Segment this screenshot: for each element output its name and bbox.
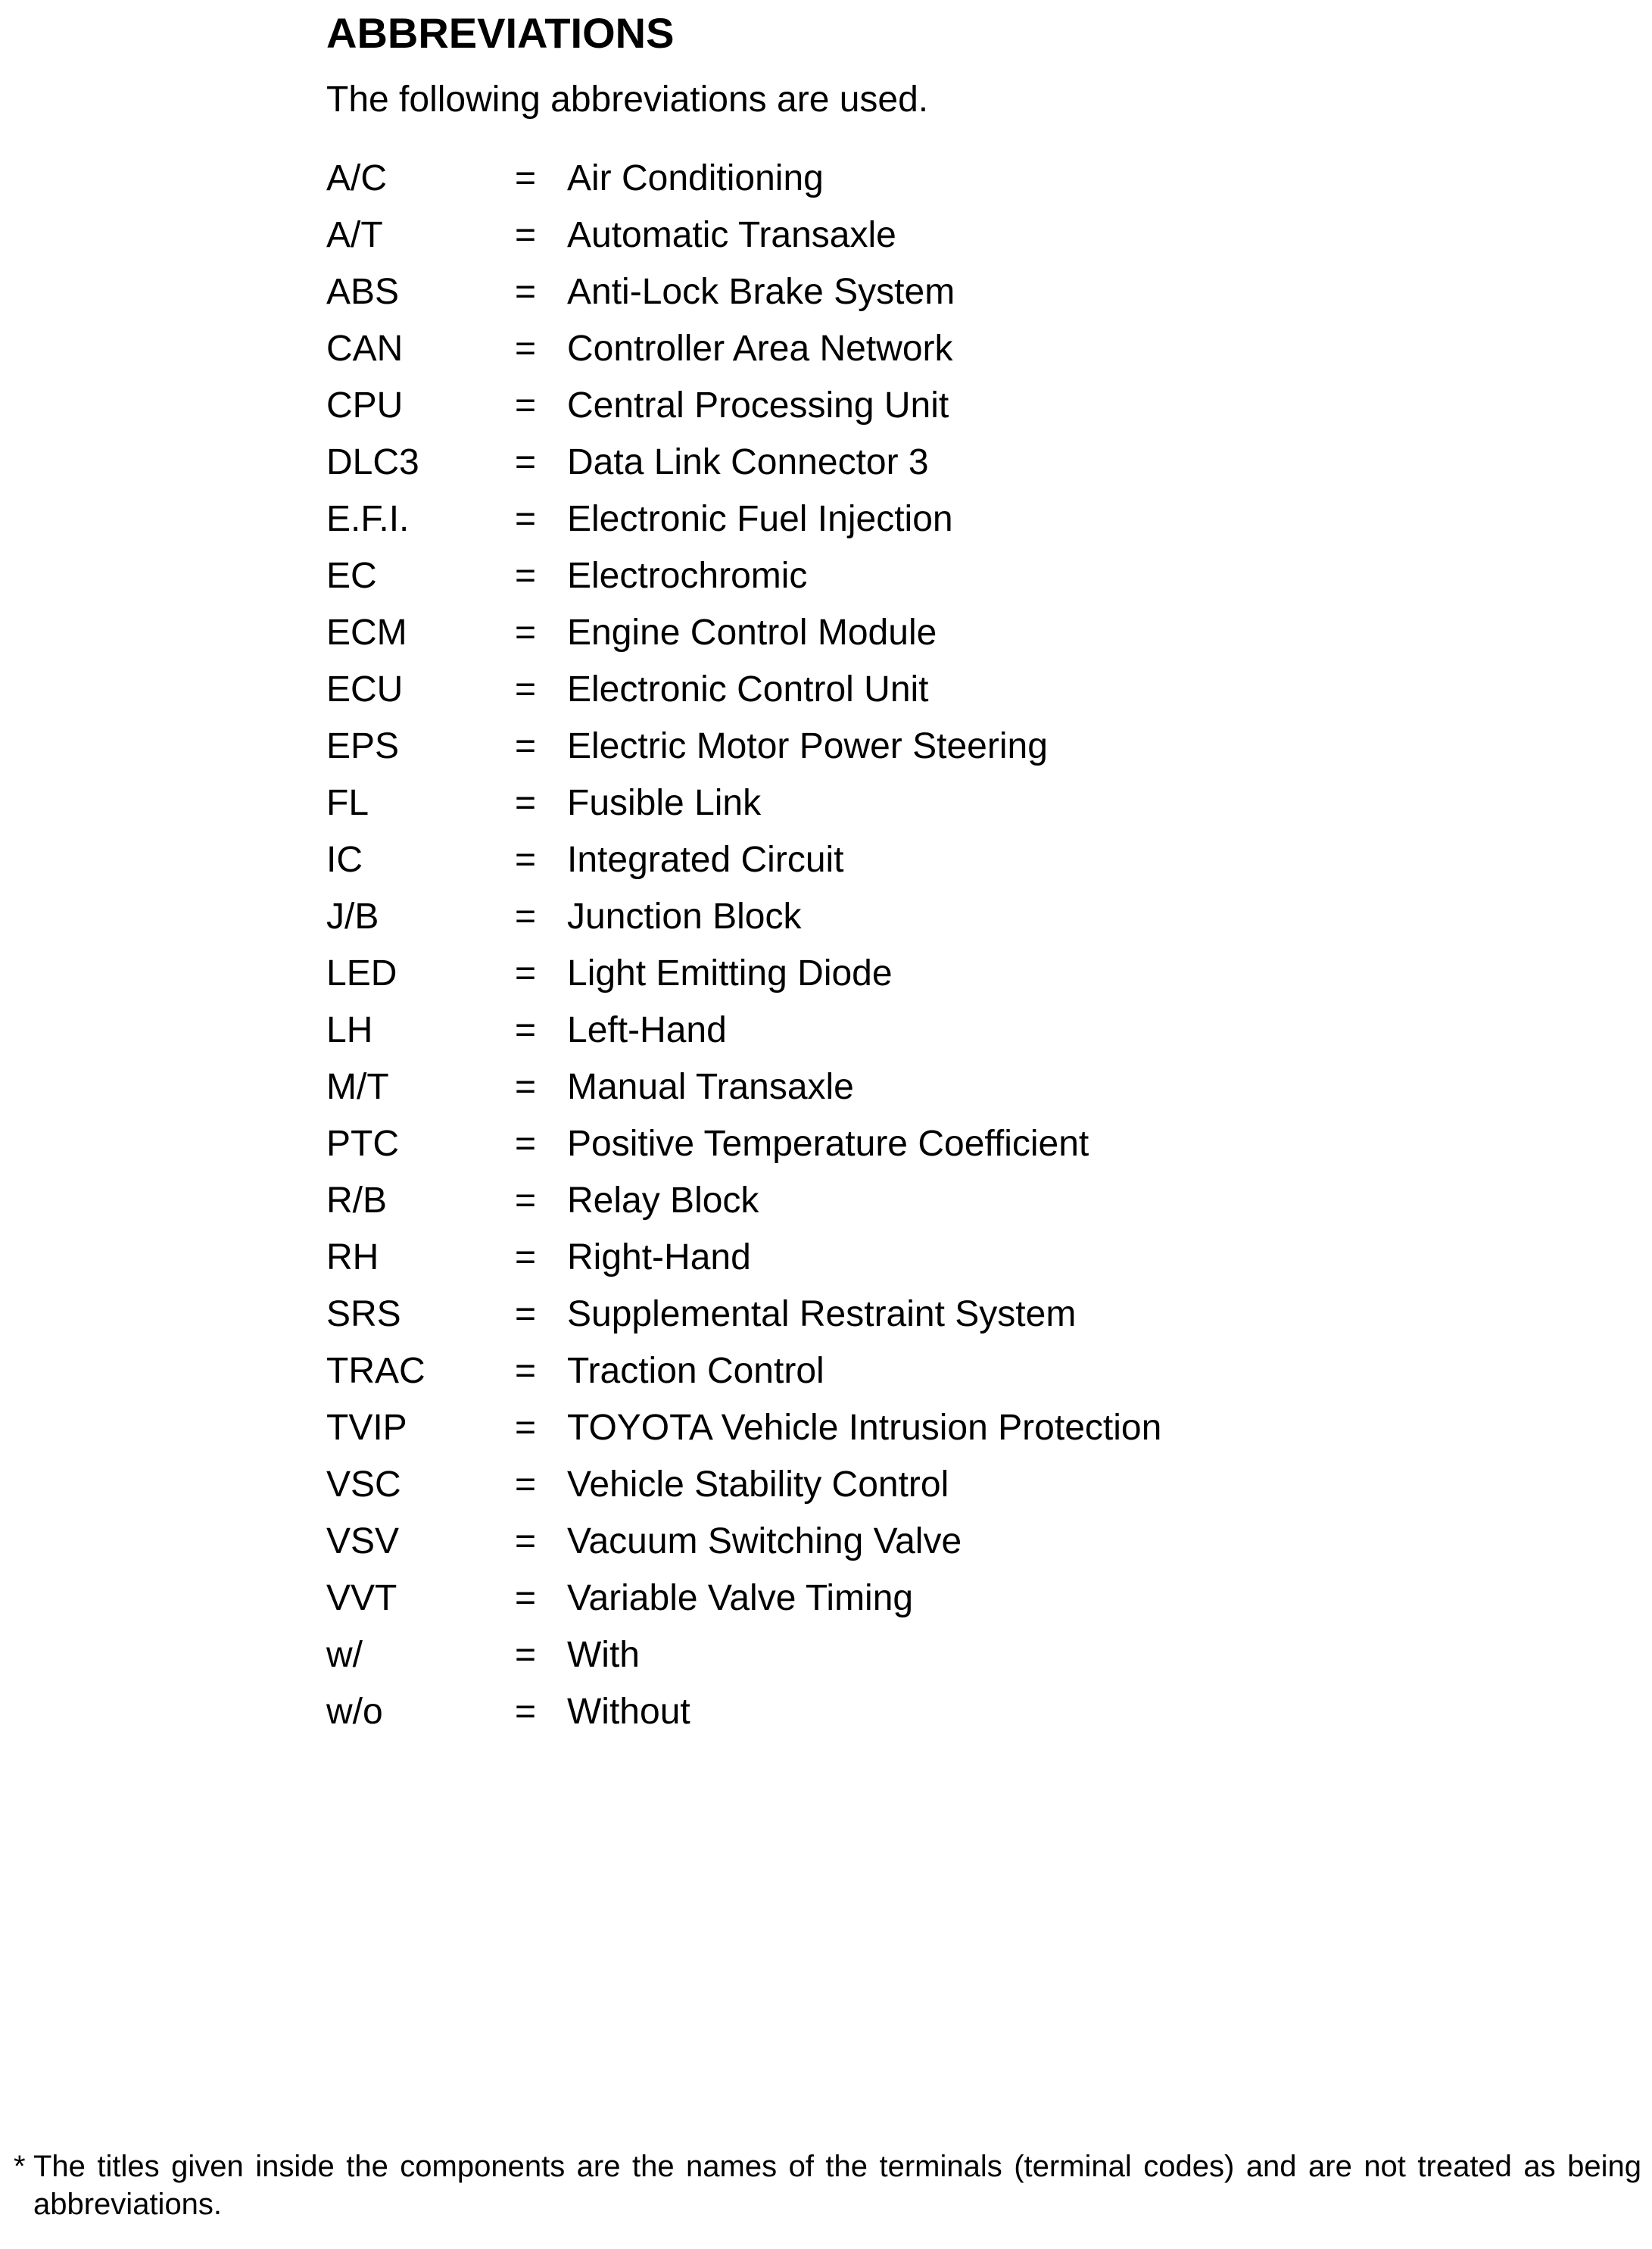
- abbreviation-row: [326, 604, 1613, 661]
- abbreviation-term: E.F.I.: [326, 499, 410, 539]
- abbreviation-row: [326, 945, 1613, 1002]
- abbreviation-row: [326, 434, 1613, 491]
- abbreviation-row: [326, 377, 1613, 434]
- abbreviation-term: LED: [326, 953, 397, 993]
- abbreviation-term: CAN: [326, 329, 404, 369]
- abbreviation-row: [326, 1570, 1613, 1627]
- equals-sign: =: [515, 897, 537, 937]
- abbreviation-definition: Light Emitting Diode: [567, 953, 893, 993]
- equals-sign: =: [515, 1237, 537, 1277]
- abbreviation-term: TRAC: [326, 1351, 425, 1391]
- abbreviation-row: [326, 1399, 1613, 1456]
- equals-sign: =: [515, 1408, 537, 1448]
- abbreviation-term: ECU: [326, 669, 404, 710]
- equals-sign: =: [515, 1124, 537, 1164]
- equals-sign: =: [515, 783, 537, 823]
- abbreviation-row: [326, 1059, 1613, 1115]
- abbreviation-definition: Engine Control Module: [567, 613, 937, 653]
- abbreviation-term: M/T: [326, 1067, 389, 1107]
- equals-sign: =: [515, 1635, 537, 1675]
- abbreviation-row: [326, 1286, 1613, 1343]
- equals-sign: =: [515, 1294, 537, 1334]
- equals-sign: =: [515, 1465, 537, 1505]
- abbreviation-row: [326, 661, 1613, 718]
- abbreviation-definition: Automatic Transaxle: [567, 215, 896, 255]
- abbreviation-term: A/T: [326, 215, 383, 255]
- abbreviation-definition: Without: [567, 1692, 690, 1732]
- equals-sign: =: [515, 1578, 537, 1618]
- equals-sign: =: [515, 1692, 537, 1732]
- equals-sign: =: [515, 272, 537, 312]
- abbreviation-definition: Anti-Lock Brake System: [567, 272, 955, 312]
- abbreviation-definition: Relay Block: [567, 1181, 759, 1221]
- equals-sign: =: [515, 840, 537, 880]
- equals-sign: =: [515, 215, 537, 255]
- footnote-text: The titles given inside the components are the names of the terminals (terminal codes) and are not treated as being abbreviations.: [33, 2150, 1641, 2221]
- abbreviation-row: [326, 264, 1613, 320]
- abbreviation-definition: Electrochromic: [567, 556, 808, 596]
- abbreviation-term: LH: [326, 1010, 373, 1050]
- equals-sign: =: [515, 385, 537, 426]
- abbreviation-term: DLC3: [326, 442, 419, 482]
- abbreviation-row: [326, 1456, 1613, 1513]
- abbreviation-term: ECM: [326, 613, 407, 653]
- abbreviation-term: CPU: [326, 385, 404, 426]
- equals-sign: =: [515, 1351, 537, 1391]
- abbreviation-term: EPS: [326, 726, 400, 766]
- abbreviation-definition: Left-Hand: [567, 1010, 727, 1050]
- abbreviation-definition: Air Conditioning: [567, 158, 824, 198]
- abbreviation-list: [326, 150, 1613, 1740]
- abbreviation-row: [326, 888, 1613, 945]
- abbreviation-term: TVIP: [326, 1408, 407, 1448]
- equals-sign: =: [515, 953, 537, 993]
- abbreviation-row: [326, 207, 1613, 264]
- equals-sign: =: [515, 1521, 537, 1561]
- abbreviation-term: RH: [326, 1237, 379, 1277]
- abbreviation-definition: Data Link Connector 3: [567, 442, 929, 482]
- abbreviation-row: [326, 320, 1613, 377]
- abbreviation-row: [326, 1172, 1613, 1229]
- equals-sign: =: [515, 499, 537, 539]
- equals-sign: =: [515, 329, 537, 369]
- abbreviation-definition: Vehicle Stability Control: [567, 1465, 949, 1505]
- abbreviation-term: R/B: [326, 1181, 388, 1221]
- abbreviation-definition: Manual Transaxle: [567, 1067, 854, 1107]
- abbreviation-term: J/B: [326, 897, 379, 937]
- abbreviation-definition: Variable Valve Timing: [567, 1578, 914, 1618]
- abbreviation-row: [326, 1343, 1613, 1399]
- abbreviation-row: [326, 718, 1613, 775]
- equals-sign: =: [515, 442, 537, 482]
- abbreviation-definition: TOYOTA Vehicle Intrusion Protection: [567, 1408, 1162, 1448]
- equals-sign: =: [515, 613, 537, 653]
- abbreviation-term: EC: [326, 556, 377, 596]
- abbreviation-row: [326, 547, 1613, 604]
- abbreviation-definition: Vacuum Switching Valve: [567, 1521, 962, 1561]
- abbreviation-definition: Positive Temperature Coefficient: [567, 1124, 1089, 1164]
- abbreviation-row: [326, 831, 1613, 888]
- abbreviation-row: [326, 1683, 1613, 1740]
- abbreviation-term: IC: [326, 840, 363, 880]
- abbreviation-row: [326, 150, 1613, 207]
- abbreviation-row: [326, 1115, 1613, 1172]
- abbreviation-definition: Fusible Link: [567, 783, 762, 823]
- abbreviation-term: w/o: [326, 1692, 383, 1732]
- abbreviation-row: [326, 1002, 1613, 1059]
- footnote: [14, 2148, 1641, 2223]
- abbreviation-term: PTC: [326, 1124, 399, 1164]
- abbreviation-row: [326, 491, 1613, 547]
- abbreviation-term: VVT: [326, 1578, 397, 1618]
- equals-sign: =: [515, 1010, 537, 1050]
- abbreviation-row: [326, 775, 1613, 831]
- page-title: ABBREVIATIONS: [326, 9, 675, 57]
- abbreviation-definition: Supplemental Restraint System: [567, 1294, 1077, 1334]
- intro-text: The following abbreviations are used.: [326, 80, 929, 120]
- abbreviation-definition: Right-Hand: [567, 1237, 751, 1277]
- abbreviation-definition: With: [567, 1635, 640, 1675]
- abbreviation-term: A/C: [326, 158, 388, 198]
- abbreviation-definition: Electric Motor Power Steering: [567, 726, 1048, 766]
- abbreviation-definition: Electronic Fuel Injection: [567, 499, 953, 539]
- footnote-asterisk: *: [14, 2150, 26, 2183]
- equals-sign: =: [515, 556, 537, 596]
- abbreviation-row: [326, 1513, 1613, 1570]
- abbreviation-term: VSC: [326, 1465, 401, 1505]
- equals-sign: =: [515, 158, 537, 198]
- abbreviation-definition: Controller Area Network: [567, 329, 953, 369]
- abbreviation-term: SRS: [326, 1294, 401, 1334]
- abbreviation-definition: Central Processing Unit: [567, 385, 949, 426]
- abbreviation-term: FL: [326, 783, 369, 823]
- abbreviation-definition: Junction Block: [567, 897, 802, 937]
- abbreviation-term: VSV: [326, 1521, 400, 1561]
- abbreviation-row: [326, 1627, 1613, 1683]
- abbreviation-definition: Traction Control: [567, 1351, 824, 1391]
- equals-sign: =: [515, 726, 537, 766]
- abbreviation-term: ABS: [326, 272, 400, 312]
- abbreviation-term: w/: [326, 1635, 363, 1675]
- abbreviation-row: [326, 1229, 1613, 1286]
- equals-sign: =: [515, 1181, 537, 1221]
- equals-sign: =: [515, 669, 537, 710]
- abbreviation-definition: Electronic Control Unit: [567, 669, 929, 710]
- equals-sign: =: [515, 1067, 537, 1107]
- abbreviation-definition: Integrated Circuit: [567, 840, 844, 880]
